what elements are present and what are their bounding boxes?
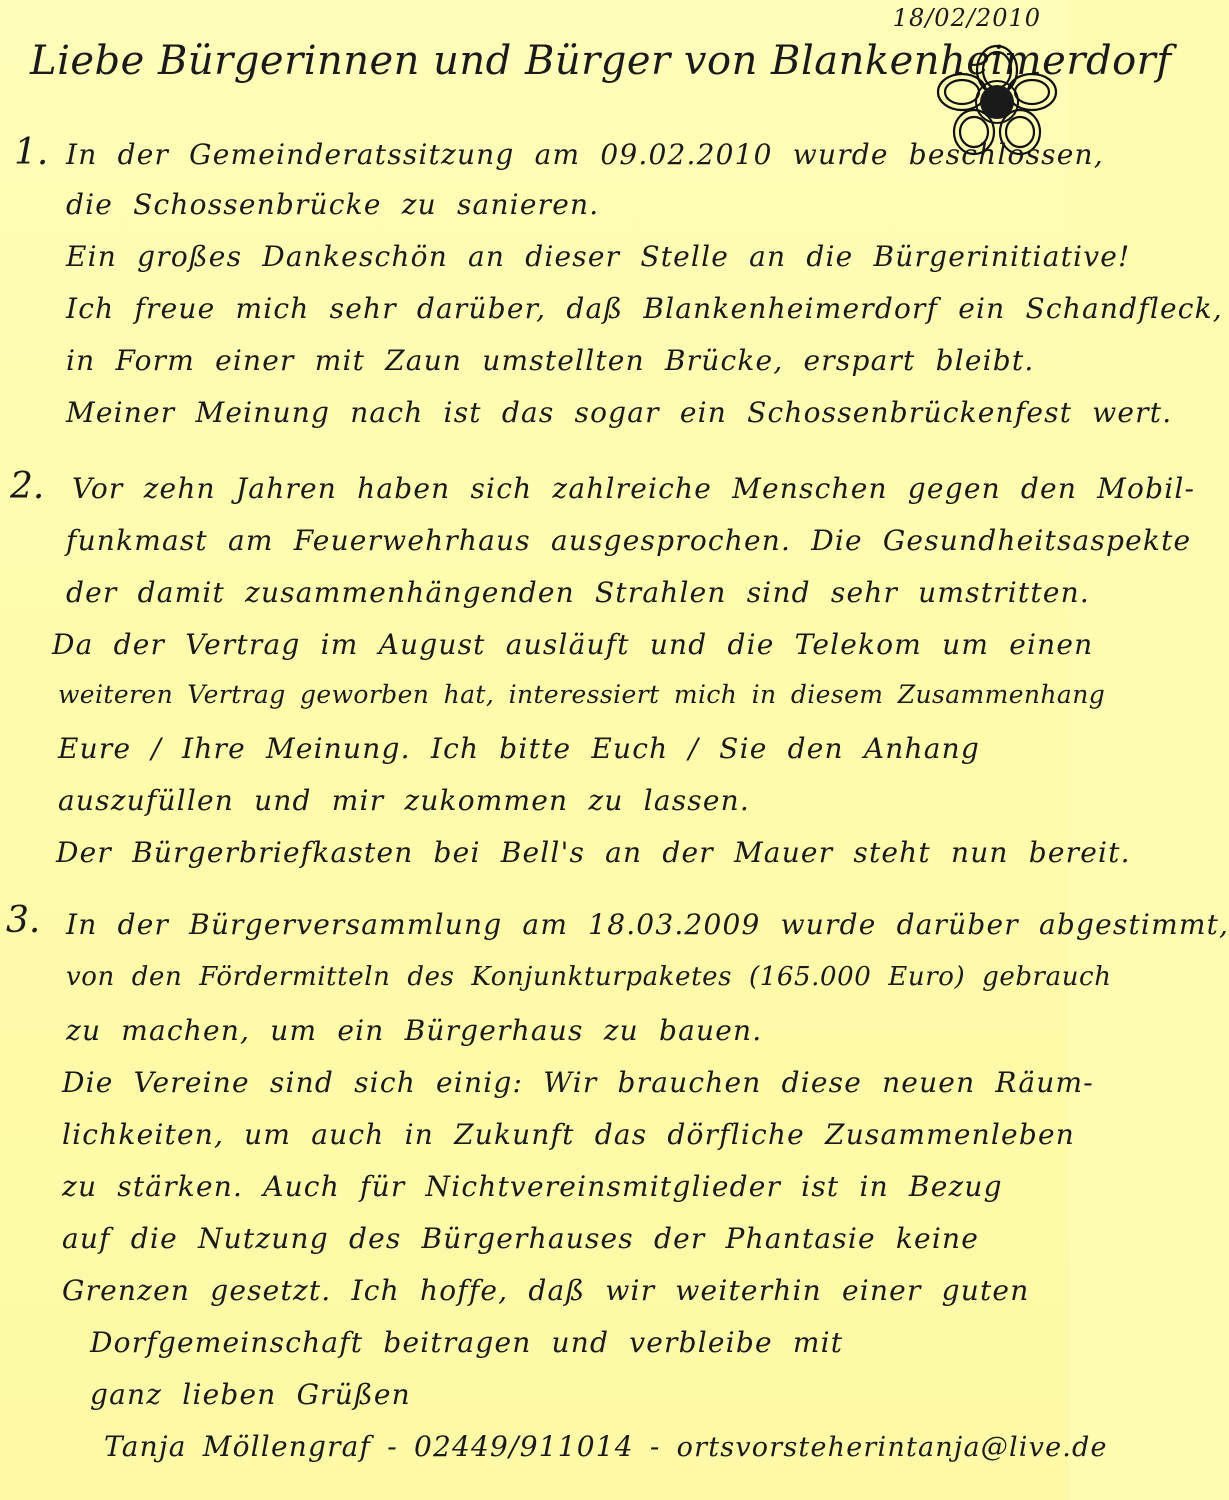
section-3-line-9: Dorfgemeinschaft beitragen und verbleibe mit xyxy=(90,1326,844,1359)
closing-greeting: ganz lieben Grüßen xyxy=(90,1378,411,1411)
section-2-line-8: Der Bürgerbriefkasten bei Bell's an der Mauer steht nun bereit. xyxy=(56,836,1131,869)
section-3-line-8: Grenzen gesetzt. Ich hoffe, daß wir weiterhin einer guten xyxy=(62,1274,1030,1307)
section-2-line-7: auszufüllen und mir zukommen zu lassen. xyxy=(58,784,750,817)
signature-name: Tanja Möllengraf xyxy=(104,1430,372,1463)
section-2-line-6: Eure / Ihre Meinung. Ich bitte Euch / Sie den Anhang xyxy=(58,732,980,765)
section-3-line-6: zu stärken. Auch für Nichtvereinsmitglieder ist in Bezug xyxy=(62,1170,1003,1203)
section-3-line-5: lichkeiten, um auch in Zukunft das dörfliche Zusammenleben xyxy=(62,1118,1075,1151)
section-1-line-4: Ich freue mich sehr darüber, daß Blankenheimerdorf ein Schandfleck, xyxy=(66,292,1223,325)
section-1-line-5: in Form einer mit Zaun umstellten Brücke, erspart bleibt. xyxy=(66,344,1035,377)
section-2-line-4: Da der Vertrag im August ausläuft und die Telekom um einen xyxy=(52,628,1094,661)
section-3-line-2: von den Fördermitteln des Konjunkturpaketes (165.000 Euro) gebrauch xyxy=(66,962,1112,992)
letter-date: 18/02/2010 xyxy=(892,4,1041,32)
signature-email: ortsvorsteherintanja@live.de xyxy=(676,1432,1108,1463)
signature-separator-1: - xyxy=(387,1430,414,1463)
section-3-line-3: zu machen, um ein Bürgerhaus zu bauen. xyxy=(66,1014,763,1047)
signature-separator-2: - xyxy=(649,1430,677,1463)
signature-line xyxy=(104,1430,1108,1463)
section-2-line-2: funkmast am Feuerwehrhaus ausgesprochen. Die Gesundheitsaspekte xyxy=(66,524,1192,557)
section-1-line-6: Meiner Meinung nach ist das sogar ein Schossenbrückenfest wert. xyxy=(66,396,1173,429)
section-2-number: 2. xyxy=(10,466,45,507)
section-1-number: 1. xyxy=(14,132,49,173)
section-1-line-3: Ein großes Dankeschön an dieser Stelle an die Bürgerinitiative! xyxy=(66,240,1131,273)
section-2-line-1: Vor zehn Jahren haben sich zahlreiche Menschen gegen den Mobil- xyxy=(72,472,1196,505)
section-1-line-1: In der Gemeinderatssitzung am 09.02.2010 wurde beschlossen, xyxy=(66,138,1104,171)
section-2-line-5: weiteren Vertrag geworben hat, interessiert mich in diesem Zusammenhang xyxy=(58,680,1106,709)
signature-phone: 02449/911014 xyxy=(414,1430,634,1463)
salutation: Liebe Bürgerinnen und Bürger von Blankenheimerdorf xyxy=(30,38,1172,84)
section-3-line-1: In der Bürgerversammlung am 18.03.2009 wurde darüber abgestimmt, xyxy=(66,908,1229,941)
section-3-line-4: Die Vereine sind sich einig: Wir brauchen diese neuen Räum- xyxy=(62,1066,1094,1099)
section-1-line-2: die Schossenbrücke zu sanieren. xyxy=(66,188,600,221)
section-2-line-3: der damit zusammenhängenden Strahlen sind sehr umstritten. xyxy=(66,576,1090,609)
section-3-line-7: auf die Nutzung des Bürgerhauses der Phantasie keine xyxy=(62,1222,979,1255)
section-3-number: 3. xyxy=(6,900,41,941)
